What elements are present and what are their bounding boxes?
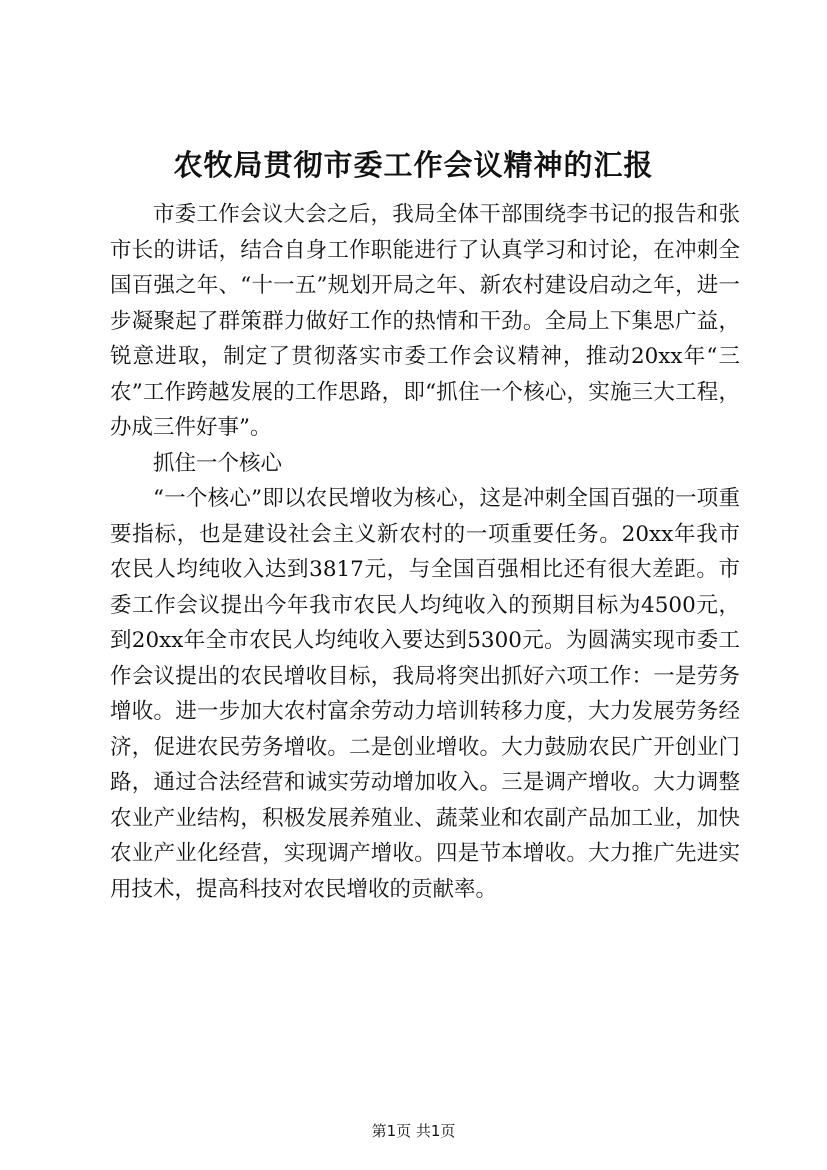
- paragraph-core: “一个核心”即以农民增收为核心，这是冲刺全国百强的一项重要指标，也是建设社会主义新农村的一项重要任务。20xx年我市农民人均纯收入达到3817元，与全国百强相比还有很大差距。市委工作会议提出今年我市农民人均纯收入的预期目标为4500元，到20xx年全市农民人均纯收入要达到5300元。为圆满实现市委工作会议提出的农民增收目标，我局将突出抓好六项工作：一是劳务增收。进一步加大农村富余劳动力培训转移力度，大力发展劳务经济，促进农民劳务增收。二是创业增收。大力鼓励农民广开创业门路，通过合法经营和诚实劳动增加收入。三是调产增收。大力调整农业产业结构，积极发展养殖业、蔬菜业和农副产品加工业，加快农业产业化经营，实现调产增收。四是节本增收。大力推广先进实用技术，提高科技对农民增收的贡献率。: [110, 486, 740, 902]
- section-heading-core: 抓住一个核心: [153, 450, 283, 476]
- document-title: 农牧局贯彻市委工作会议精神的汇报: [173, 148, 654, 182]
- paragraph-intro: 市委工作会议大会之后，我局全体干部围绕李书记的报告和张市长的讲话，结合自身工作职能进行了认真学习和讨论，在冲刺全国百强之年、“十一五”规划开局之年、新农村建设启动之年，进一步凝聚起了群策群力做好工作的热情和干劲。全局上下集思广益，锐意进取，制定了贯彻落实市委工作会议精神，推动20xx年“三农”工作跨越发展的工作思路，即“抓住一个核心，实施三大工程，办成三件好事”。: [110, 202, 740, 440]
- page-footer: 第1页 共1页: [371, 1122, 456, 1140]
- document-body: [110, 197, 740, 907]
